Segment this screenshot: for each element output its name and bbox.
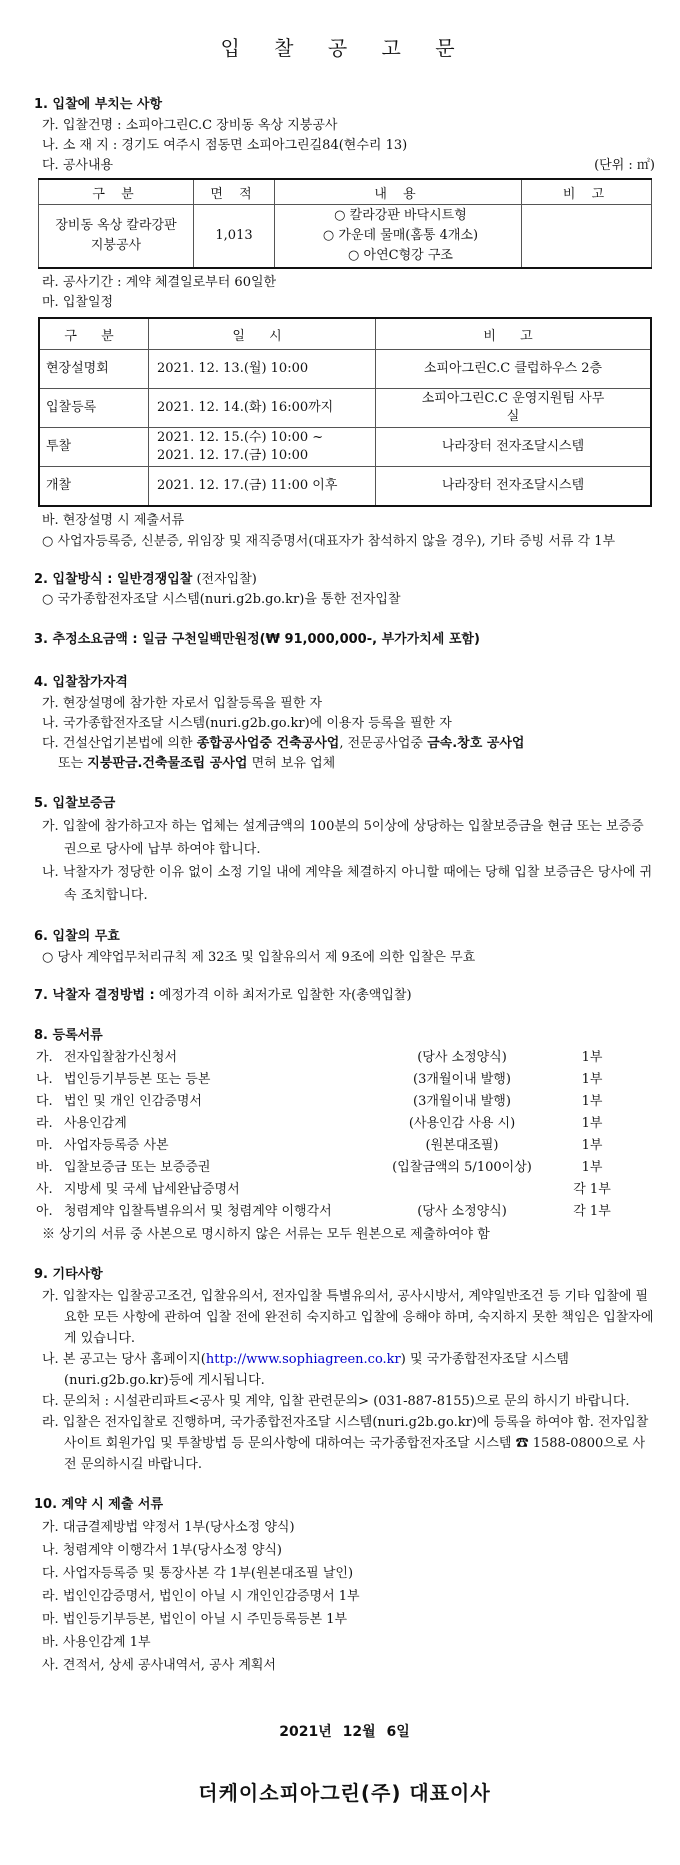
registration-doc-note: (3개월이내 발행) bbox=[413, 1072, 511, 1087]
qualification-c-part: 면허 보유 업체 bbox=[251, 756, 336, 771]
qualification-c-part: 다. 건설산업기본법에 의한 bbox=[42, 736, 193, 751]
registration-doc-mark: 나. bbox=[36, 1072, 53, 1087]
bid-method-text: ○ 국가종합전자조달 시스템(nuri.g2b.go.kr)을 통한 전자입찰 bbox=[42, 592, 401, 607]
qualification-c-license: 종합공사업중 건축공사업 bbox=[196, 736, 340, 751]
registration-doc-mark: 라. bbox=[36, 1116, 53, 1131]
qualification-c-cont bbox=[34, 754, 655, 774]
schedule-date-cell: 2021. 12. 13.(월) 10:00 bbox=[149, 350, 376, 389]
misc-b-part: 나. 본 공고는 당사 홈페이지( bbox=[42, 1352, 206, 1367]
contract-doc-item: 바. 사용인감계 1부 bbox=[42, 1635, 151, 1650]
schedule-row bbox=[39, 389, 651, 428]
registration-doc-doc: 법인등기부등본 또는 등본 bbox=[64, 1072, 211, 1087]
registration-doc-row bbox=[34, 1157, 655, 1179]
contract-doc-list bbox=[34, 1516, 655, 1677]
section-8-heading: 8. 등록서류 bbox=[34, 1028, 103, 1043]
section-1 bbox=[34, 93, 655, 552]
contract-doc-item: 사. 견적서, 상세 공사내역서, 공사 계획서 bbox=[42, 1658, 276, 1673]
qualification-c-part: , 전문공사업중 bbox=[339, 736, 423, 751]
invalid-text: ○ 당사 계약업무처리규칙 제 32조 및 입찰유의서 제 9조에 의한 입찰은 무효 bbox=[42, 950, 476, 965]
section-7 bbox=[34, 986, 655, 1006]
page-title: 입 찰 공 고 문 bbox=[220, 36, 469, 60]
registration-doc-mark: 가. bbox=[36, 1050, 53, 1065]
unit-label: (단위 : ㎡) bbox=[594, 158, 655, 173]
work-category: 장비동 옥상 칼라강판 지붕공사 bbox=[39, 205, 194, 269]
registration-doc-doc: 청렴계약 입찰특별유의서 및 청렴계약 이행각서 bbox=[64, 1204, 332, 1219]
col-header-content: 내 용 bbox=[275, 179, 522, 205]
work-area: 1,013 bbox=[194, 205, 275, 269]
schedule-row bbox=[39, 467, 651, 507]
section-1-heading: 1. 입찰에 부치는 사항 bbox=[34, 97, 163, 112]
registration-doc-doc: 법인 및 개인 인감증명서 bbox=[64, 1094, 202, 1109]
section-9 bbox=[34, 1263, 655, 1475]
work-period: 라. 공사기간 : 계약 체결일로부터 60일한 bbox=[42, 275, 277, 290]
signature: 더케이소피아그린(주) 대표이사 bbox=[198, 1781, 491, 1805]
schedule-label-cell: 현장설명회 bbox=[39, 350, 149, 389]
registration-doc-note bbox=[382, 1179, 542, 1201]
registration-doc-qty: 각 1부 bbox=[573, 1204, 611, 1219]
registration-doc-row bbox=[34, 1091, 655, 1113]
contract-doc-item: 나. 청렴계약 이행각서 1부(당사소정 양식) bbox=[42, 1543, 283, 1558]
schedule-note-cell: 소피아그린C.C 클럽하우스 2층 bbox=[376, 350, 652, 389]
contract-doc-item: 가. 대금결제방법 약정서 1부(당사소정 양식) bbox=[42, 1520, 295, 1535]
registration-doc-doc: 사용인감계 bbox=[64, 1116, 127, 1131]
registration-doc-mark: 사. bbox=[36, 1182, 53, 1197]
contract-doc-item: 마. 법인등기부등본, 법인이 아닐 시 주민등록등본 1부 bbox=[42, 1612, 348, 1627]
qualification-a: 가. 현장설명에 참가한 자로서 입찰등록을 필한 자 bbox=[42, 696, 323, 711]
col-header-category: 구 분 bbox=[39, 179, 194, 205]
registration-doc-doc: 입찰보증금 또는 보증증권 bbox=[64, 1160, 211, 1175]
col-header-datetime: 일 시 bbox=[149, 318, 376, 350]
registration-doc-row bbox=[34, 1113, 655, 1135]
registration-doc-qty: 1부 bbox=[581, 1138, 603, 1153]
deposit-b: 나. 낙찰자가 정당한 이유 없이 소정 기일 내에 계약을 체결하지 아니할 때에는 당해 입찰 보증금은 당사에 귀속 조치합니다. bbox=[42, 865, 653, 903]
registration-doc-mark: 바. bbox=[36, 1160, 53, 1175]
content-label: 다. 공사내용 bbox=[42, 158, 114, 173]
work-note bbox=[522, 205, 652, 269]
homepage-link[interactable]: http://www.sophiagreen.co.kr bbox=[205, 1352, 401, 1367]
registration-doc-qty: 1부 bbox=[581, 1116, 603, 1131]
registration-doc-doc: 전자입찰참가신청서 bbox=[64, 1050, 178, 1065]
registration-footnote: ※ 상기의 서류 중 사본으로 명시하지 않은 서류는 모두 원본으로 제출하여야 함 bbox=[42, 1227, 490, 1242]
schedule-note-cell: 나라장터 전자조달시스템 bbox=[376, 467, 652, 507]
registration-doc-qty: 1부 bbox=[581, 1160, 603, 1175]
section-6 bbox=[34, 925, 655, 968]
registration-doc-row bbox=[34, 1135, 655, 1157]
registration-doc-row bbox=[34, 1201, 655, 1223]
section-10 bbox=[34, 1493, 655, 1677]
schedule-date-cell: 2021. 12. 15.(수) 10:00 ~ 2021. 12. 17.(금) 10:00 bbox=[149, 428, 376, 467]
schedule-date-cell: 2021. 12. 17.(금) 11:00 이후 bbox=[149, 467, 376, 507]
registration-doc-qty: 1부 bbox=[581, 1050, 603, 1065]
schedule-table bbox=[38, 317, 652, 507]
work-items bbox=[275, 205, 522, 269]
schedule-note-cell: 소피아그린C.C 운영지원팀 사무실 bbox=[376, 389, 652, 428]
registration-doc-note: (당사 소정양식) bbox=[417, 1204, 507, 1219]
section-7-text: 예정가격 이하 최저가로 입찰한 자(총액입찰) bbox=[158, 988, 412, 1003]
registration-doc-mark: 마. bbox=[36, 1138, 53, 1153]
work-item: ○ 가운데 물매(홈통 4개소) bbox=[322, 228, 479, 243]
registration-doc-qty: 1부 bbox=[581, 1094, 603, 1109]
section-9-heading: 9. 기타사항 bbox=[34, 1267, 103, 1282]
qualification-c-part: 또는 bbox=[58, 756, 84, 771]
section-2 bbox=[34, 570, 655, 610]
site-docs-label: 바. 현장설명 시 제출서류 bbox=[42, 513, 185, 528]
section-5 bbox=[34, 792, 655, 907]
work-table-row bbox=[39, 205, 652, 269]
section-2-heading: 2. 입찰방식 : 일반경쟁입찰 bbox=[34, 572, 193, 587]
registration-doc-qty: 각 1부 bbox=[573, 1182, 611, 1197]
registration-doc-doc: 지방세 및 국세 납세완납증명서 bbox=[64, 1182, 240, 1197]
schedule-row bbox=[39, 350, 651, 389]
work-content-table bbox=[38, 178, 652, 269]
qualification-c-license: 지붕판금.건축물조립 공사업 bbox=[87, 756, 248, 771]
col-header-area: 면 적 bbox=[194, 179, 275, 205]
section-2-heading-suffix: (전자입찰) bbox=[196, 572, 257, 587]
work-table-header bbox=[39, 179, 652, 205]
misc-c: 다. 문의처 : 시설관리파트<공사 및 계약, 입찰 관련문의> (031-887-8155)으로 문의 하시기 바랍니다. bbox=[42, 1394, 630, 1409]
registration-doc-row bbox=[34, 1047, 655, 1069]
content-label-row bbox=[34, 156, 655, 176]
registration-doc-row bbox=[34, 1179, 655, 1201]
work-item: ○ 칼라강판 바닥시트형 bbox=[334, 208, 467, 223]
col-header-note: 비 고 bbox=[522, 179, 652, 205]
site-docs-text: ○ 사업자등록증, 신분증, 위임장 및 재직증명서(대표자가 참석하지 않을 경우), 기타 증빙 서류 각 1부 bbox=[42, 534, 616, 549]
bid-location: 나. 소 재 지 : 경기도 여주시 점동면 소피아그린길84(현수리 13) bbox=[42, 138, 408, 153]
section-8 bbox=[34, 1024, 655, 1245]
section-4 bbox=[34, 671, 655, 774]
work-item: ○ 아연C형강 구조 bbox=[348, 248, 453, 263]
qualification-c bbox=[34, 734, 655, 754]
misc-b-part: ) 및 국가종합전자조달 시스템(nuri.g2b.go.kr)등에 게시됩니다. bbox=[64, 1352, 569, 1388]
qualification-b: 나. 국가종합전자조달 시스템(nuri.g2b.go.kr)에 이용자 등록을 필한 자 bbox=[42, 716, 452, 731]
bid-name: 가. 입찰건명 : 소피아그린C.C 장비동 옥상 지붕공사 bbox=[42, 118, 338, 133]
schedule-note-cell: 나라장터 전자조달시스템 bbox=[376, 428, 652, 467]
schedule-date-cell: 2021. 12. 14.(화) 16:00까지 bbox=[149, 389, 376, 428]
registration-doc-doc: 사업자등록증 사본 bbox=[64, 1138, 169, 1153]
schedule-row bbox=[39, 428, 651, 467]
col-header-remarks: 비 고 bbox=[376, 318, 652, 350]
section-6-heading: 6. 입찰의 무효 bbox=[34, 929, 120, 944]
section-7-heading: 7. 낙찰자 결정방법 : bbox=[34, 988, 155, 1003]
registration-doc-note: (사용인감 사용 시) bbox=[408, 1116, 516, 1131]
section-2-heading-row bbox=[34, 570, 655, 590]
misc-d: 라. 입찰은 전자입찰로 진행하며, 국가종합전자조달 시스템(nuri.g2b.go.kr)에 등록을 하여야 함. 전자입찰사이트 회원가입 및 투찰방법 등 문의사항에 대하여는 국가종합전자조달 시스템 ☎ 1588-0800으로 사전 문의하시길 바랍니다. bbox=[42, 1415, 649, 1472]
section-3-heading: 3. 추정소요금액 : 일금 구천일백만원정(₩ 91,000,000-, 부가가치세 포함) bbox=[34, 632, 480, 647]
schedule-label-cell: 개찰 bbox=[39, 467, 149, 507]
section-3 bbox=[34, 628, 655, 647]
col-header-type: 구 분 bbox=[39, 318, 149, 350]
registration-doc-row bbox=[34, 1069, 655, 1091]
misc-b bbox=[34, 1349, 655, 1391]
schedule-label: 마. 입찰일정 bbox=[42, 295, 114, 310]
notice-date: 2021년 12월 6일 bbox=[279, 1724, 410, 1740]
section-10-heading: 10. 계약 시 제출 서류 bbox=[34, 1497, 164, 1512]
registration-doc-qty: 1부 bbox=[581, 1072, 603, 1087]
registration-doc-mark: 아. bbox=[36, 1204, 53, 1219]
contract-doc-item: 라. 법인인감증명서, 법인이 아닐 시 개인인감증명서 1부 bbox=[42, 1589, 360, 1604]
deposit-a: 가. 입찰에 참가하고자 하는 업체는 설계금액의 100분의 5이상에 상당하는 입찰보증금을 현금 또는 보증증권으로 당사에 납부 하여야 합니다. bbox=[42, 819, 644, 857]
registration-doc-mark: 다. bbox=[36, 1094, 53, 1109]
schedule-label-cell: 투찰 bbox=[39, 428, 149, 467]
registration-doc-note: (3개월이내 발행) bbox=[413, 1094, 511, 1109]
schedule-header bbox=[39, 318, 651, 350]
section-7-row bbox=[34, 986, 655, 1006]
registration-doc-list bbox=[34, 1047, 655, 1223]
registration-doc-note: (당사 소정양식) bbox=[417, 1050, 507, 1065]
qualification-c-license: 금속.창호 공사업 bbox=[427, 736, 525, 751]
registration-doc-note: (입찰금액의 5/100이상) bbox=[392, 1160, 532, 1175]
contract-doc-item: 다. 사업자등록증 및 통장사본 각 1부(원본대조필 날인) bbox=[42, 1566, 354, 1581]
misc-a: 가. 입찰자는 입찰공고조건, 입찰유의서, 전자입찰 특별유의서, 공사시방서, 계약일반조건 등 기타 입찰에 필요한 모든 사항에 관하여 입찰 전에 완전히 숙지하고 입찰에 응해야 하며, 숙지하지 못한 책임은 입찰자에게 있습니다. bbox=[42, 1289, 654, 1346]
schedule-label-cell: 입찰등록 bbox=[39, 389, 149, 428]
section-5-heading: 5. 입찰보증금 bbox=[34, 796, 116, 811]
registration-doc-note: (원본대조필) bbox=[425, 1138, 499, 1153]
section-4-heading: 4. 입찰참가자격 bbox=[34, 675, 128, 690]
